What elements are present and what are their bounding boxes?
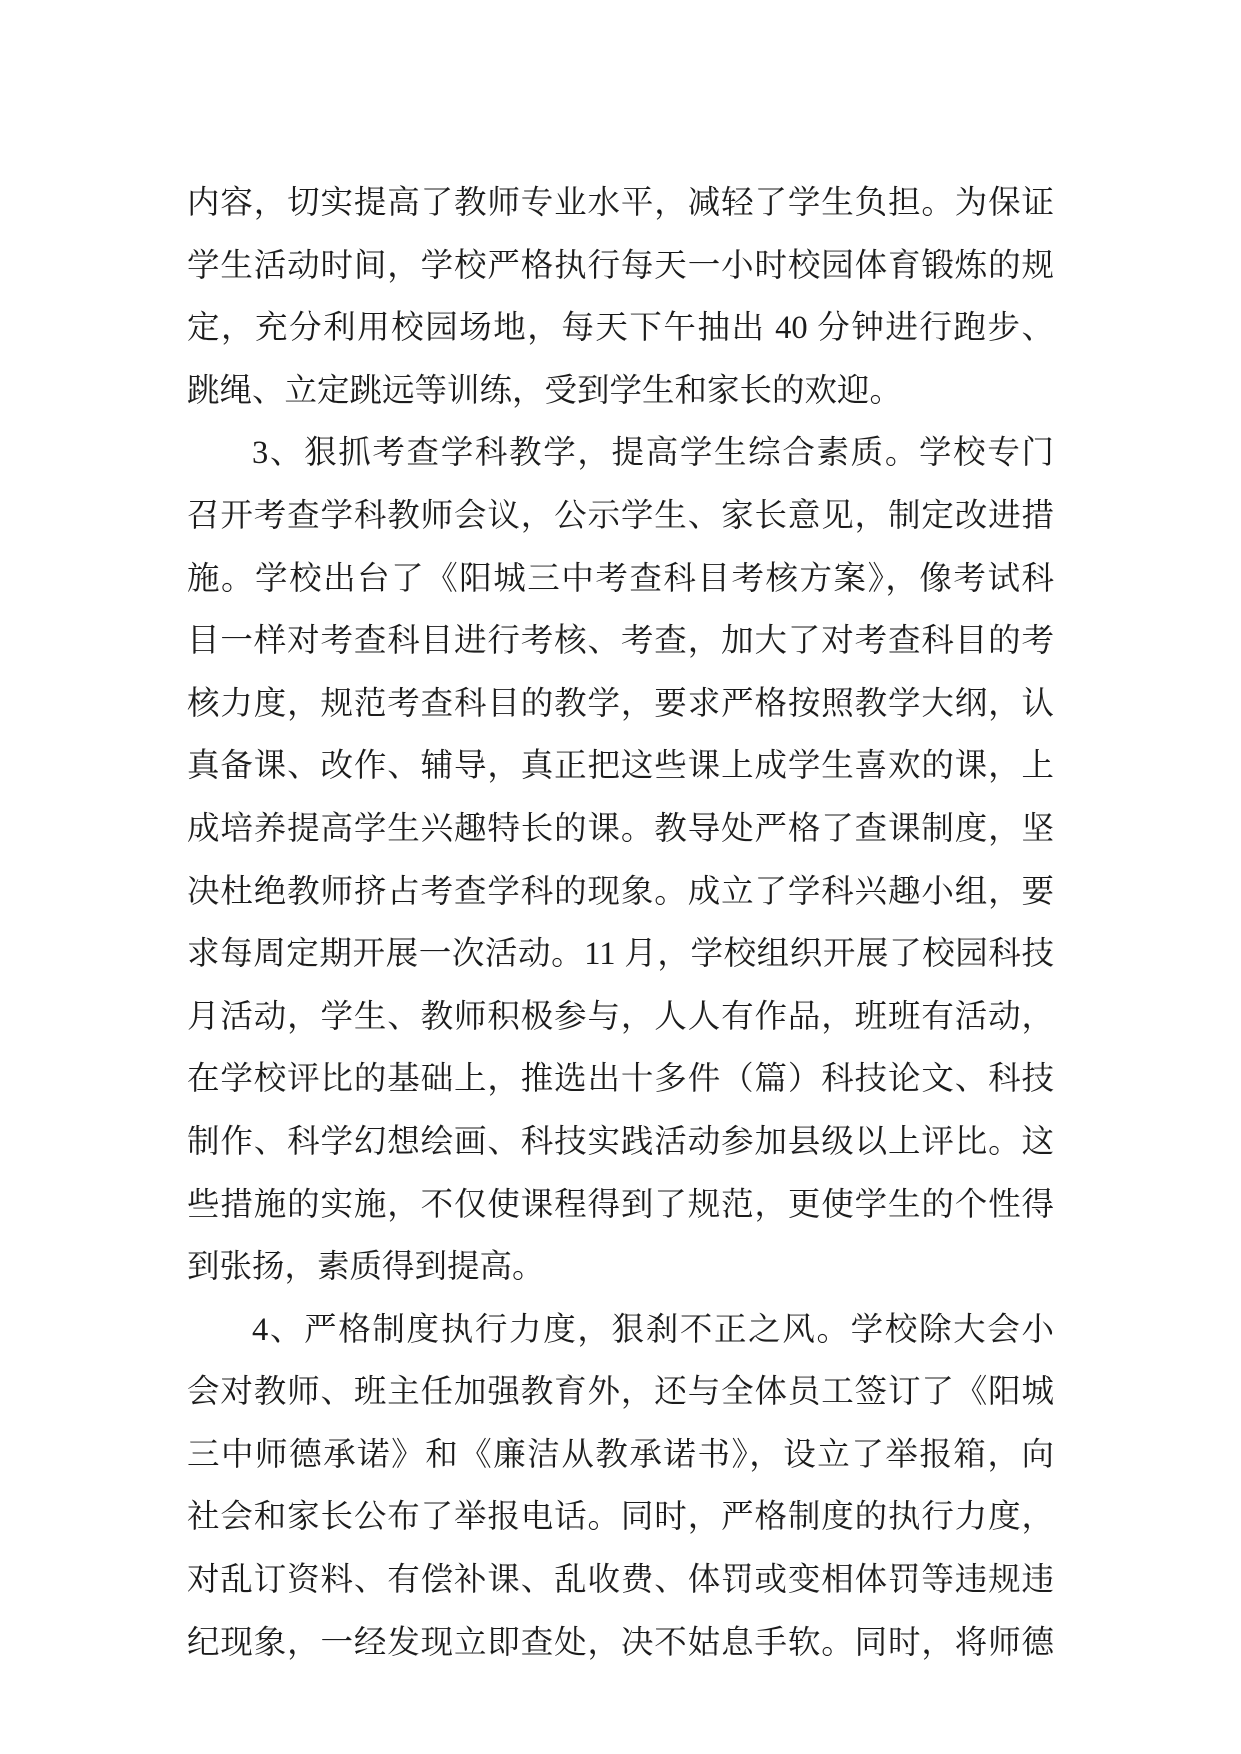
text-line: 跳绳、立定跳远等训练，受到学生和家长的欢迎。 xyxy=(187,372,903,409)
text-line: 核力度，规范考查科目的教学，要求严格按照教学大纲，认 xyxy=(187,685,1054,722)
text-line: 内容，切实提高了教师专业水平，减轻了学生负担。为保证 xyxy=(187,185,1054,221)
text-line: 真备课、改作、辅导，真正把这些课上成学生喜欢的课，上 xyxy=(187,748,1054,785)
text-line: 施。学校出台了《阳城三中考查科目考核方案》，像考试科 xyxy=(187,560,1054,597)
text-line: 召开考查学科教师会议，公示学生、家长意见，制定改进措 xyxy=(187,497,1054,534)
text-line: 求每周定期开展一次活动。11 月，学校组织开展了校园科技 xyxy=(187,936,1054,973)
text-line: 在学校评比的基础上，推选出十多件（篇）科技论文、科技 xyxy=(187,1061,1054,1098)
text-line: 对乱订资料、有偿补课、乱收费、体罚或变相体罚等违规违 xyxy=(187,1562,1054,1599)
text-line: 会对教师、班主任加强教育外，还与全体员工签订了《阳城 xyxy=(187,1374,1054,1411)
text-line: 制作、科学幻想绘画、科技实践活动参加县级以上评比。这 xyxy=(187,1123,1054,1160)
text-line: 些措施的实施，不仅使课程得到了规范，更使学生的个性得 xyxy=(187,1186,1054,1223)
text-line: 社会和家长公布了举报电话。同时，严格制度的执行力度， xyxy=(187,1499,1054,1536)
text-line: 月活动，学生、教师积极参与，人人有作品，班班有活动， xyxy=(187,998,1054,1035)
text-line: 学生活动时间，学校严格执行每天一小时校园体育锻炼的规 xyxy=(187,247,1054,284)
text-line: 定，充分利用校园场地，每天下午抽出 40 分钟进行跑步、 xyxy=(187,310,1054,347)
text-line: 目一样对考查科目进行考核、考查，加大了对考查科目的考 xyxy=(187,623,1054,660)
paragraph-item-3 xyxy=(187,422,1054,1298)
text-line: 到张扬，素质得到提高。 xyxy=(187,1249,545,1286)
paragraph-continued xyxy=(187,172,1054,422)
text-line: 决杜绝教师挤占考查学科的现象。成立了学科兴趣小组，要 xyxy=(187,873,1054,910)
text-line: 成培养提高学生兴趣特长的课。教导处严格了查课制度，坚 xyxy=(187,810,1054,847)
text-line: 三中师德承诺》和《廉洁从教承诺书》，设立了举报箱，向 xyxy=(187,1436,1054,1473)
text-line: 3、狠抓考查学科教学，提高学生综合素质。学校专门 xyxy=(252,435,1054,472)
text-line: 纪现象，一经发现立即查处，决不姑息手软。同时，将师德 xyxy=(187,1624,1054,1661)
paragraph-item-4 xyxy=(187,1299,1054,1675)
text-line: 4、严格制度执行力度，狠刹不正之风。学校除大会小 xyxy=(252,1311,1054,1348)
